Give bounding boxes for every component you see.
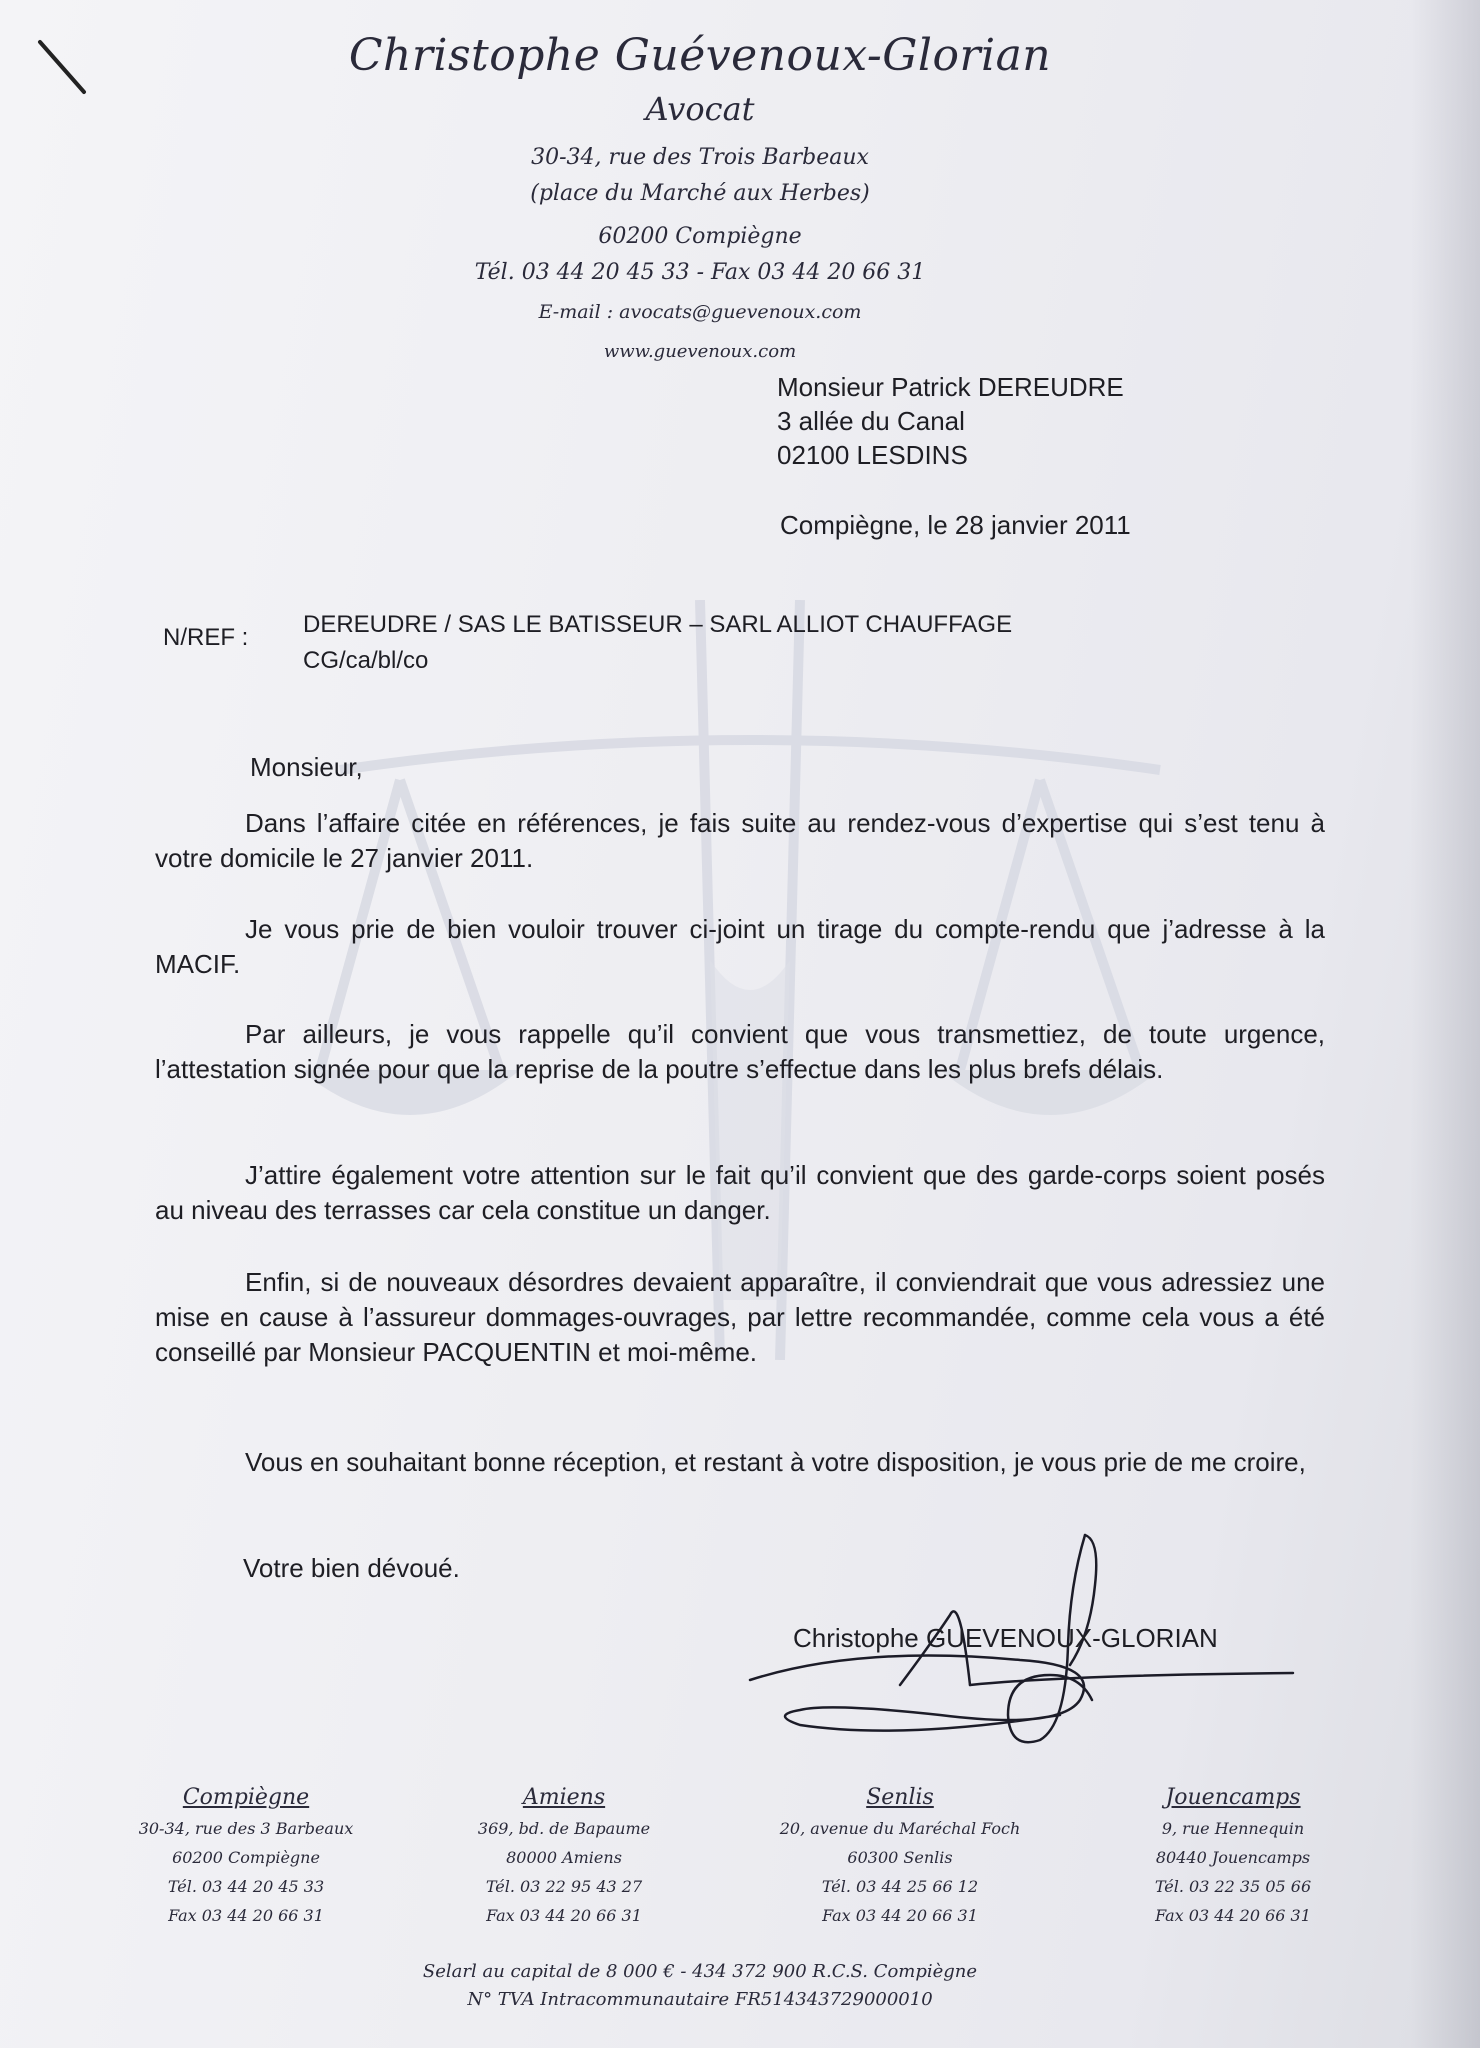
- office-address-line-1: 30-34, rue des Trois Barbeaux: [531, 145, 869, 170]
- body-paragraph: Enfin, si de nouveaux désordres devaient apparaître, il conviendrait que vous adressiez une mise en cause à l’assureur dommages-ouvrages, par lettre recommandée, comme cela vous a été conseillé par Monsieur PACQUENTIN et moi-même.: [155, 1267, 1325, 1367]
- office-senlis: [750, 1785, 1050, 1930]
- lawyer-title: Avocat: [645, 90, 755, 128]
- body-paragraph: J’attire également votre attention sur le fait qu’il convient que des garde-corps soient posés au niveau des terrasses car cela constitue un danger.: [155, 1160, 1325, 1225]
- office-fax: Fax 03 44 20 66 31: [168, 1906, 324, 1925]
- body-paragraph: Dans l’affaire citée en références, je fais suite au rendez-vous d’expertise qui s’est tenu à votre domicile le 27 janvier 2011.: [155, 808, 1325, 873]
- office-fax: Fax 03 44 20 66 31: [486, 1906, 642, 1925]
- office-city: Amiens: [522, 1785, 606, 1810]
- office-address-line-3: 60200 Compiègne: [598, 224, 802, 249]
- office-postcode: 60300 Senlis: [847, 1848, 953, 1867]
- reference-subject: DEREUDRE / SAS LE BATISSEUR – SARL ALLIOT CHAUFFAGE: [303, 611, 1013, 638]
- office-phone-fax: Tél. 03 44 20 45 33 - Fax 03 44 20 66 31: [474, 260, 926, 285]
- reference-block: [303, 607, 1012, 679]
- office-street: 30-34, rue des 3 Barbeaux: [138, 1819, 354, 1838]
- office-email: E-mail : avocats@guevenoux.com: [538, 301, 862, 323]
- office-address-line-2: (place du Marché aux Herbes): [530, 181, 870, 206]
- company-registration: Selarl au capital de 8 000 € - 434 372 900 R.C.S. Compiègne: [422, 1961, 978, 1982]
- office-postcode: 80000 Amiens: [506, 1848, 622, 1867]
- office-tel: Tél. 03 44 25 66 12: [821, 1877, 979, 1896]
- office-amiens: [414, 1785, 714, 1930]
- office-fax: Fax 03 44 20 66 31: [1155, 1906, 1311, 1925]
- vat-number: N° TVA Intracommunautaire FR514343729000010: [467, 1989, 933, 2010]
- recipient-street: 3 allée du Canal: [777, 406, 965, 436]
- office-postcode: 80440 Jouencamps: [1155, 1848, 1311, 1867]
- office-street: 9, rue Hennequin: [1161, 1819, 1305, 1838]
- recipient-block: [777, 370, 1124, 472]
- office-city: Compiègne: [182, 1785, 310, 1810]
- paper-shadow: [1410, 0, 1480, 2048]
- office-tel: Tél. 03 44 20 45 33: [167, 1877, 325, 1896]
- signer-name: Christophe GUEVENOUX-GLORIAN: [793, 1623, 1218, 1653]
- body-paragraph: Vous en souhaitant bonne réception, et restant à votre disposition, je vous prie de me croire,: [245, 1447, 1306, 1477]
- office-tel: Tél. 03 22 35 05 66: [1154, 1877, 1312, 1896]
- lawyer-name: Christophe Guévenoux-Glorian: [348, 30, 1052, 81]
- recipient-city: 02100 LESDINS: [777, 440, 968, 470]
- office-tel: Tél. 03 22 95 43 27: [485, 1877, 643, 1896]
- closing-line: Votre bien dévoué.: [243, 1553, 460, 1583]
- office-city: Jouencamps: [1165, 1785, 1301, 1810]
- letter-date: Compiègne, le 28 janvier 2011: [780, 510, 1131, 540]
- recipient-name: Monsieur Patrick DEREUDRE: [777, 372, 1124, 402]
- office-street: 20, avenue du Maréchal Foch: [779, 1819, 1021, 1838]
- office-city: Senlis: [866, 1785, 934, 1810]
- office-jouencamps: [1083, 1785, 1383, 1930]
- body-paragraph: Je vous prie de bien vouloir trouver ci-joint un tirage du compte-rendu que j’adresse à la MACIF.: [155, 914, 1325, 979]
- greeting: Monsieur,: [250, 752, 363, 782]
- office-fax: Fax 03 44 20 66 31: [822, 1906, 978, 1925]
- office-website: www.guevenoux.com: [603, 341, 797, 362]
- body-paragraph: Par ailleurs, je vous rappelle qu’il convient que vous transmettiez, de toute urgence, l’attestation signée pour que la reprise de la poutre s’effectue dans les plus brefs délais.: [155, 1019, 1325, 1084]
- office-street: 369, bd. de Bapaume: [477, 1819, 651, 1838]
- office-compiegne: [96, 1785, 396, 1930]
- office-postcode: 60200 Compiègne: [172, 1848, 320, 1867]
- reference-code: CG/ca/bl/co: [303, 647, 429, 674]
- reference-label: N/REF :: [163, 624, 249, 651]
